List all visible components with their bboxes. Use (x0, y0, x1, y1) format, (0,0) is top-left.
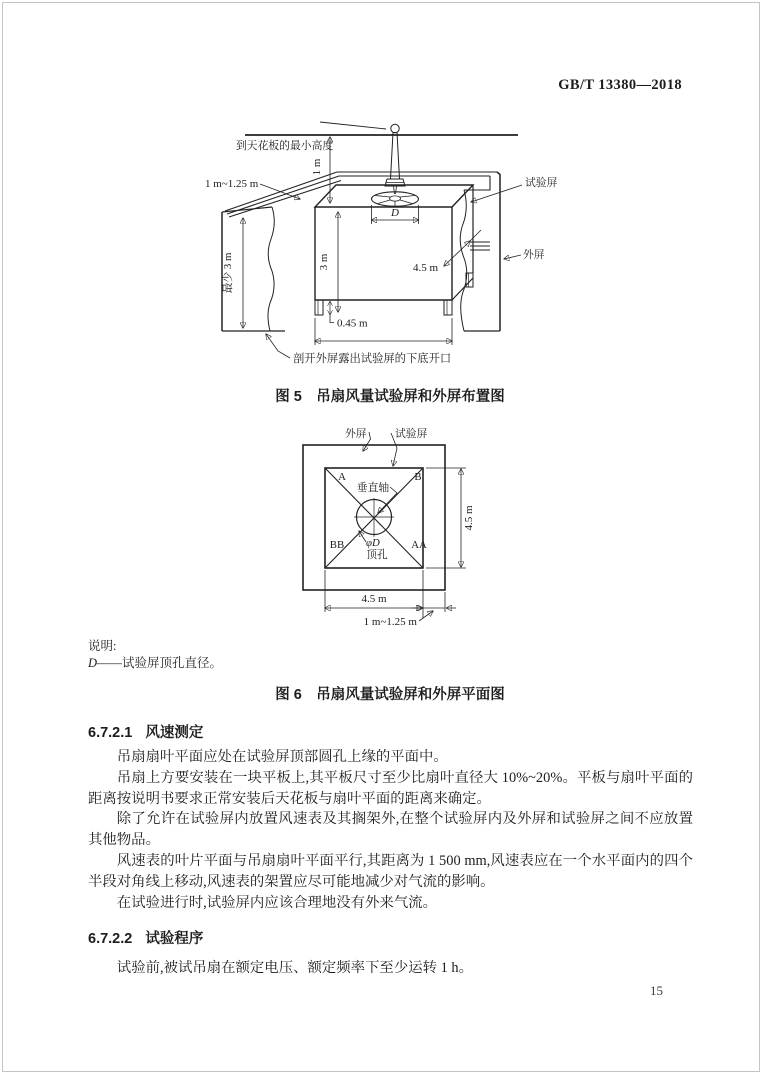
top-hole-label: 顶孔 (366, 549, 388, 561)
corner-a-label: A (338, 471, 346, 483)
svg-text:4.5 m: 4.5 m (413, 262, 439, 274)
figure-legend (88, 638, 222, 672)
outer-screen-callout (345, 426, 371, 451)
paragraph: 吊扇扇叶平面应处在试验屏顶部圆孔上缘的平面中。 (116, 749, 448, 765)
paragraph: 试验前,被试吊扇在额定电压、额定频率下至少运转 1 h。 (116, 960, 473, 976)
dim-1-to-125m (205, 178, 300, 199)
clause-number: 6.7.2.1 (88, 725, 133, 741)
figure6-plan-drawing (290, 420, 490, 635)
dim-right-45m (426, 468, 475, 568)
svg-text:1 m: 1 m (311, 158, 323, 176)
svg-text:外屏: 外屏 (523, 249, 545, 261)
figure6-caption: 图 6 吊扇风量试验屏和外屏平面图 (275, 687, 505, 703)
dim-d (372, 205, 419, 224)
d-definition-text: ——试验屏顶孔直径。 (97, 656, 223, 670)
corner-bb-label: BB (329, 539, 345, 551)
svg-text:D: D (391, 207, 399, 219)
clause-body-6721 (88, 747, 693, 913)
paragraph: 风速表的叶片平面与吊扇扇叶平面平行,其距离为 1 500 mm,风速表应在一个水平面内的四个半段对角线上移动,风速表的架置应尽可能地减少对气流的影响。 (88, 852, 693, 890)
cutaway-note (266, 334, 451, 365)
dim-min-3m (220, 218, 243, 328)
figure5-arrangement-drawing (200, 115, 580, 377)
dim-3m (318, 212, 338, 312)
test-screen-callout (391, 426, 428, 466)
test-screen-box (315, 185, 473, 315)
svg-text:4.5 m: 4.5 m (361, 593, 387, 605)
clause-body-6722 (88, 958, 693, 979)
test-screen-callout (471, 175, 558, 202)
dim-bottom (325, 570, 456, 618)
dim-bottom-width (315, 318, 452, 345)
figure5-caption: 图 5 吊扇风量试验屏和外屏布置图 (275, 389, 505, 405)
standard-code-header: GB/T 13380—2018 (558, 77, 682, 93)
clause-heading-6721 (88, 721, 203, 742)
clause-number: 6.7.2.2 (88, 931, 133, 947)
corner-aa-label: AA (411, 539, 427, 551)
svg-text:3 m: 3 m (318, 253, 330, 271)
svg-text:试验屏: 试验屏 (525, 177, 558, 189)
svg-text:最少 3 m: 最少 3 m (222, 252, 234, 294)
svg-text:外屏: 外屏 (345, 428, 367, 440)
d-symbol: D (88, 656, 98, 670)
vertical-axis-callout (357, 480, 397, 513)
ceiling-height-label: 到天花板的最小高度 (236, 140, 334, 152)
paragraph: 吊扇上方要安装在一块平板上,其平板尺寸至少比扇叶直径大 10%~20%。平板与扇叶平面的距离按说明书要求正常安装后天花板与扇叶平面的距离来确定。 (88, 769, 693, 807)
clause-title: 风速测定 (145, 725, 204, 741)
svg-text:垂直轴: 垂直轴 (356, 482, 390, 494)
svg-text:φD: φD (366, 537, 380, 549)
svg-text:1 m~1.25 m: 1 m~1.25 m (363, 616, 417, 628)
svg-text:1 m~1.25 m: 1 m~1.25 m (205, 178, 259, 190)
svg-text:剖开外屏露出试验屏的下底开口: 剖开外屏露出试验屏的下底开口 (293, 353, 452, 365)
dim-045m (330, 302, 368, 330)
paragraph: 除了允许在试验屏内放置风速表及其搁架外,在整个试验屏内及外屏和试验屏之间不应放置其他物品。 (88, 811, 693, 849)
clause-heading-6722 (88, 927, 203, 948)
page-number: 15 (650, 983, 663, 998)
paragraph: 在试验进行时,试验屏内应该合理地没有外来气流。 (116, 894, 437, 911)
legend-d-definition (88, 655, 222, 672)
box-legs (315, 273, 473, 315)
svg-text:4.5 m: 4.5 m (463, 505, 475, 531)
dim-45m (413, 230, 481, 274)
outer-screen-right-wall (460, 172, 500, 331)
ceiling-line (245, 122, 518, 135)
outer-screen-callout (504, 247, 545, 261)
clause-title: 试验程序 (145, 931, 204, 947)
outer-screen-top-rim (225, 172, 497, 217)
legend-title: 说明: (88, 639, 117, 653)
corner-b-label: B (414, 471, 422, 483)
svg-text:0.45 m: 0.45 m (337, 317, 368, 330)
ceiling-fan (372, 124, 419, 206)
svg-text:试验屏: 试验屏 (395, 428, 428, 440)
